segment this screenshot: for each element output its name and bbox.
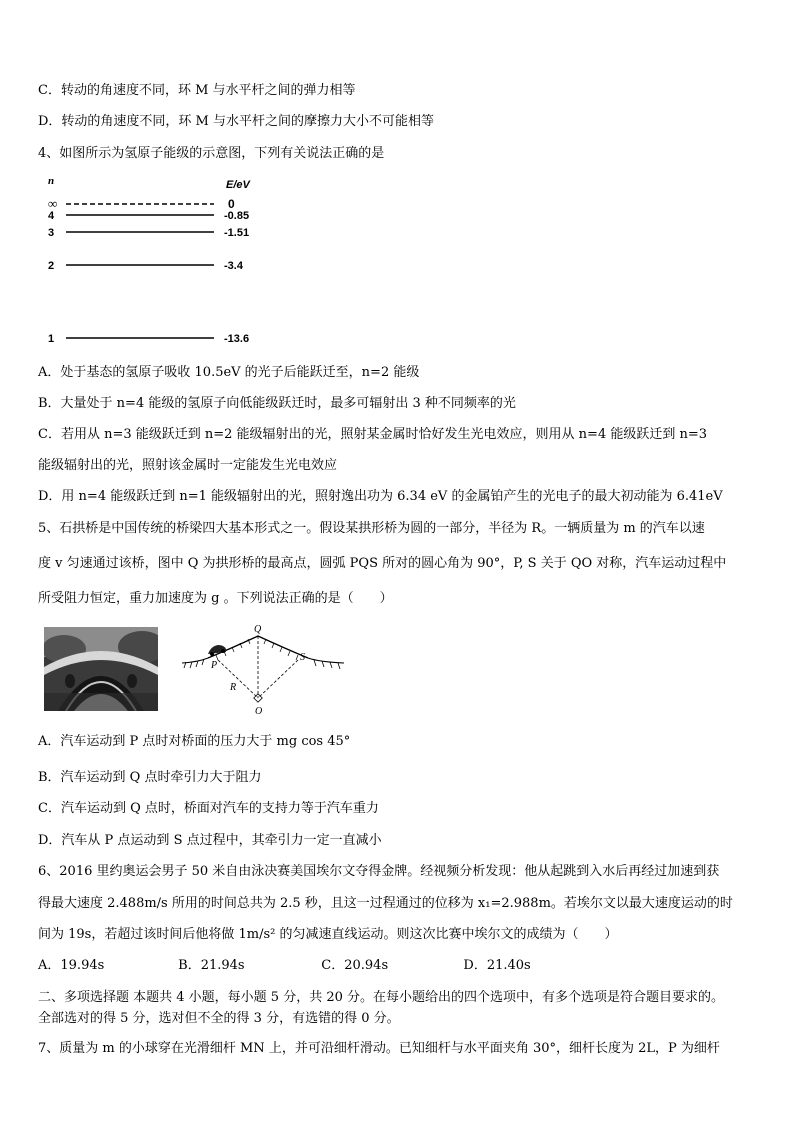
energy-level-diagram xyxy=(38,170,298,350)
level-3-n: 3 xyxy=(48,227,55,239)
level-3-energy: -1.51 xyxy=(224,227,250,239)
q6-choices xyxy=(38,957,531,975)
q6-choice-c: C．20.94s xyxy=(321,958,389,973)
energy-axis-label: E/eV xyxy=(226,179,250,191)
label-p: P xyxy=(211,660,218,671)
q5-stem-line3: 所受阻力恒定，重力加速度为 g 。下列说法正确的是（ ） xyxy=(38,591,393,606)
q5-option-a: A．汽车运动到 P 点时对桥面的压力大于 mg cos 45° xyxy=(38,734,351,749)
q5-option-c: C．汽车运动到 Q 点时，桥面对汽车的支持力等于汽车重力 xyxy=(38,801,379,816)
q6-stem-line3: 间为 19s，若超过该时间后他将做 1m/s² 的匀减速直线运动。则这次比赛中埃尔文的成绩为（ ） xyxy=(38,927,618,942)
stone-arch-bridge-photo xyxy=(44,627,158,711)
section2-instructions-line2: 全部选对的得 5 分，选对但不全的得 3 分，有选错的得 0 分。 xyxy=(38,1011,400,1026)
q5-stem-line1: 5、石拱桥是中国传统的桥梁四大基本形式之一。假设某拱形桥为圆的一部分，半径为 R。一辆质量为 m 的汽车以速 xyxy=(38,521,705,536)
q4-option-b: B．大量处于 n=4 能级的氢原子向低能级跃迁时，最多可辐射出 3 种不同频率的光 xyxy=(38,396,516,411)
q4-option-a: A．处于基态的氢原子吸收 10.5eV 的光子后能跃迁至，n=2 能级 xyxy=(38,365,420,380)
q6-choice-a: A．19.94s xyxy=(38,958,105,973)
q4-stem: 4、如图所示为氢原子能级的示意图，下列有关说法正确的是 xyxy=(38,146,385,161)
q6-stem-line2: 得最大速度 2.488m/s 所用的时间总共为 2.5 秒，且这一过程通过的位移为 x₁=2.988m。若埃尔文以最大速度运动的时 xyxy=(38,896,733,911)
level-2-n: 2 xyxy=(48,260,55,272)
arch-bridge-diagram xyxy=(180,618,350,718)
label-o: O xyxy=(255,706,263,717)
q6-stem-line1: 6、2016 里约奥运会男子 50 米自由泳决赛美国埃尔文夺得金牌。经视频分析发现：他从起跳到入水后再经过加速到获 xyxy=(38,864,720,879)
level-4-energy: -0.85 xyxy=(224,210,250,222)
q4-option-c-line2: 能级辐射出的光，照射该金属时一定能发生光电效应 xyxy=(38,458,338,473)
q5-option-b: B．汽车运动到 Q 点时牵引力大于阻力 xyxy=(38,770,262,785)
level-1-n: 1 xyxy=(48,333,55,345)
level-inf-energy: 0 xyxy=(228,197,235,211)
q6-choice-b: B．21.94s xyxy=(178,958,245,973)
level-4-n: 4 xyxy=(48,210,55,222)
level-1-energy: -13.6 xyxy=(224,333,250,345)
n-axis-label: n xyxy=(48,175,55,187)
section2-instructions-line1: 二、多项选择题 本题共 4 小题，每小题 5 分，共 20 分。在每小题给出的四个选项中，有多个选项是符合题目要求的。 xyxy=(38,990,725,1005)
level-inf-n: ∞ xyxy=(48,196,58,211)
q5-option-d: D．汽车从 P 点运动到 S 点过程中，其牵引力一定一直减小 xyxy=(38,833,382,848)
label-q: Q xyxy=(254,624,262,635)
q3-option-d: D．转动的角速度不同，环 M 与水平杆之间的摩擦力大小不可能相等 xyxy=(38,114,434,129)
q6-choice-d: D．21.40s xyxy=(463,958,531,973)
q3-option-c: C．转动的角速度不同，环 M 与水平杆之间的弹力相等 xyxy=(38,83,356,98)
label-s: S xyxy=(300,652,305,663)
q4-option-c-line1: C．若用从 n=3 能级跃迁到 n=2 能级辐射出的光，照射某金属时恰好发生光电效应，则用从 n=4 能级跃迁到 n=3 xyxy=(38,427,708,442)
label-r: R xyxy=(230,682,237,693)
q4-option-d: D．用 n=4 能级跃迁到 n=1 能级辐射出的光，照射逸出功为 6.34 eV 的金属铂产生的光电子的最大初动能为 6.41eV xyxy=(38,489,723,504)
q7-stem-line1: 7、质量为 m 的小球穿在光滑细杆 MN 上，并可沿细杆滑动。已知细杆与水平面夹角 30°，细杆长度为 2L，P 为细杆 xyxy=(38,1041,720,1056)
q5-stem-line2: 度 v 匀速通过该桥，图中 Q 为拱形桥的最高点，圆弧 PQS 所对的圆心角为 90°，P, S 关于 QO 对称，汽车运动过程中 xyxy=(38,556,727,571)
level-2-energy: -3.4 xyxy=(224,260,243,272)
